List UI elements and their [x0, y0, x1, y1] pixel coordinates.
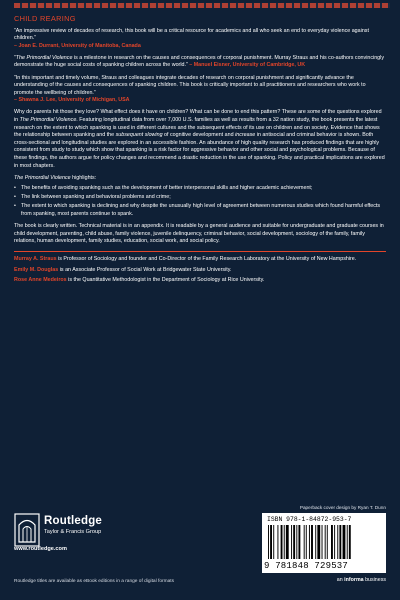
author-bio: [14, 277, 386, 285]
book-title-italic: The Primordial Violence: [14, 175, 71, 182]
barcode-bar: [322, 525, 323, 559]
barcode-bar: [347, 525, 348, 559]
barcode-digits: 9 781848 729537: [264, 561, 349, 571]
barcode-bar: [291, 525, 292, 559]
publisher-group: Taylor & Francis Group: [44, 529, 102, 535]
audience-paragraph: The book is clearly written. Technical material is in an appendix. It is readable by a general audience and suitable for undergraduate and graduate courses in child development, parenting, child abuse, family violence, juvenile delinquency, criminal behavior, social development, sociology of the family, family relations, human development, family studies, education, social work, and social policy.: [14, 223, 384, 245]
cover-design-credit: Paperback cover design by Ryan T. Dunn: [299, 505, 386, 510]
barcode-bar: [286, 525, 289, 559]
ebook-note: Routledge titles are available as eBook editions in a range of digital formats: [14, 579, 174, 584]
barcode-bar: [327, 525, 328, 559]
highlight-item: • The link between spanking and behavioral problems and crime;: [14, 194, 386, 202]
author-bio-text: is the Quantitative Methodologist in the Department of Sociology at Rice University.: [66, 277, 265, 284]
book-title-italic: The Primordial Violence: [19, 117, 77, 124]
endorsement-attribution: – Shawna J. Lee, University of Michigan, USA: [14, 97, 130, 104]
endorsement-3: [14, 75, 386, 105]
informa-brand: informa: [344, 577, 364, 583]
author-name: Murray A. Straus: [14, 255, 57, 262]
endorsement-1: [14, 28, 386, 51]
barcode-bar: [268, 525, 269, 559]
highlight-item: • The extent to which spanking is declining and why despite the unusually high level of agreement between numerous studies which found harmful effects from spanking, most parents continue to spank.: [14, 203, 386, 218]
divider: [14, 251, 386, 252]
publisher-website: www.routledge.com: [14, 546, 67, 552]
description-text: in antisocial and criminal behavior is shown. Both cross-sectional and longitudinal studies are explored in an accessible fashion. An abundance of high quality research has produced findings that are highly consistent from study to study which show that spanking is a risk factor for aggressive behavior and other social and psychological problems. Because of these findings, the authors argue for policy changes and recommend a drastic reduction in the use of spanking. Policy and practical implications are explored in most chapters.: [14, 132, 385, 169]
barcode-bar: [273, 525, 274, 559]
barcode-panel: [262, 513, 386, 573]
barcode-bar: [343, 525, 346, 559]
informa-prefix: an: [336, 577, 345, 583]
description-paragraph: [14, 109, 386, 170]
barcode-bar: [315, 525, 316, 559]
barcode-bar: [298, 525, 300, 559]
endorsement-attribution: – Manuel Eisner, University of Cambridge, UK: [189, 62, 306, 69]
endorsement-text: “An impressive review of decades of research, this book will be a critical resource for academics and all who seek an end to everyday violence against children.”: [14, 27, 369, 42]
endorsement-text: “In this important and timely volume, Straus and colleagues integrate decades of research on corporal punishment and significantly advance the understanding of the causes and consequences of spanking children. This book is critically important to all practitioners and researchers who work to promote the wellbeing of children.”: [14, 74, 366, 96]
barcode-bar: [349, 525, 351, 559]
barcode-bar: [334, 525, 335, 559]
barcode-icon: [266, 525, 382, 561]
author-name: Emily M. Douglas: [14, 266, 59, 273]
barcode-bar: [309, 525, 310, 559]
routledge-emblem-icon: [14, 513, 40, 547]
top-decorative-stripe: [14, 3, 390, 8]
barcode-bar: [304, 525, 305, 559]
barcode-bar: [339, 525, 341, 559]
description-text: Why do parents hit those they love? What effect does it have on children? What can be done to end this pattern? These are some of the questions explored in: [14, 109, 382, 124]
emphasis-text: subsequent slowing: [115, 132, 163, 139]
highlights-list: [14, 185, 386, 218]
author-bio-text: is Professor of Sociology and founder and Co-Director of the Family Research Laboratory at the University of New Hampshire.: [56, 255, 357, 262]
author-bio: [14, 256, 386, 264]
back-cover-footer: [14, 505, 386, 595]
author-bio-text: is an Associate Professor of Social Work at Bridgewater State University.: [58, 266, 232, 273]
barcode-bar: [277, 525, 278, 559]
description-text: . Featuring longitudinal data from over 7,000 U.S. families as well as results from a 32 nation study, the book presents the latest research on the extent to which spanking is used in different cultures and the subsequent effects of its use on children and on society. Evidence that shows the relationship between spanking and the: [14, 117, 380, 139]
highlight-item: • The benefits of avoiding spanking such as the development of better interpersonal skills and higher academic achievement;: [14, 185, 386, 193]
barcode-bar: [317, 525, 320, 559]
barcode-bar: [325, 525, 326, 559]
informa-business: [337, 577, 386, 583]
informa-suffix: business: [363, 577, 386, 583]
barcode-bar: [296, 525, 297, 559]
endorsement-2: [14, 55, 386, 70]
barcode-bar: [337, 525, 338, 559]
author-bio: [14, 267, 386, 275]
endorsement-text: “: [14, 54, 16, 61]
highlights-label: highlights:: [70, 175, 97, 182]
back-cover-text: [14, 15, 386, 288]
author-name: Rose Anne Medeiros: [14, 277, 67, 284]
book-title-italic: The Primordial Violence: [15, 54, 73, 61]
endorsement-text: is a milestone in research on the causes and consequences of corporal punishment. Murray Straus and his co-authors convincingly demonstrate the huge social costs of spanking children across the world.”: [14, 54, 385, 69]
barcode-bar: [311, 525, 313, 559]
barcode-bar: [293, 525, 295, 559]
barcode-bar: [331, 525, 333, 559]
barcode-bar: [270, 525, 272, 559]
endorsement-attribution: – Joan E. Durrant, University of Manitoba, Canada: [14, 42, 141, 49]
highlights-title: [14, 175, 386, 183]
section-header: CHILD REARING: [14, 14, 76, 23]
barcode-bar: [281, 525, 283, 559]
publisher-name: Routledge: [44, 515, 103, 527]
description-text: of cognitive development and: [162, 132, 236, 139]
isbn-label: ISBN 978-1-84872-953-7: [267, 516, 352, 523]
barcode-bar: [284, 525, 285, 559]
emphasis-text: increase: [235, 132, 256, 139]
barcode-bar: [306, 525, 307, 559]
